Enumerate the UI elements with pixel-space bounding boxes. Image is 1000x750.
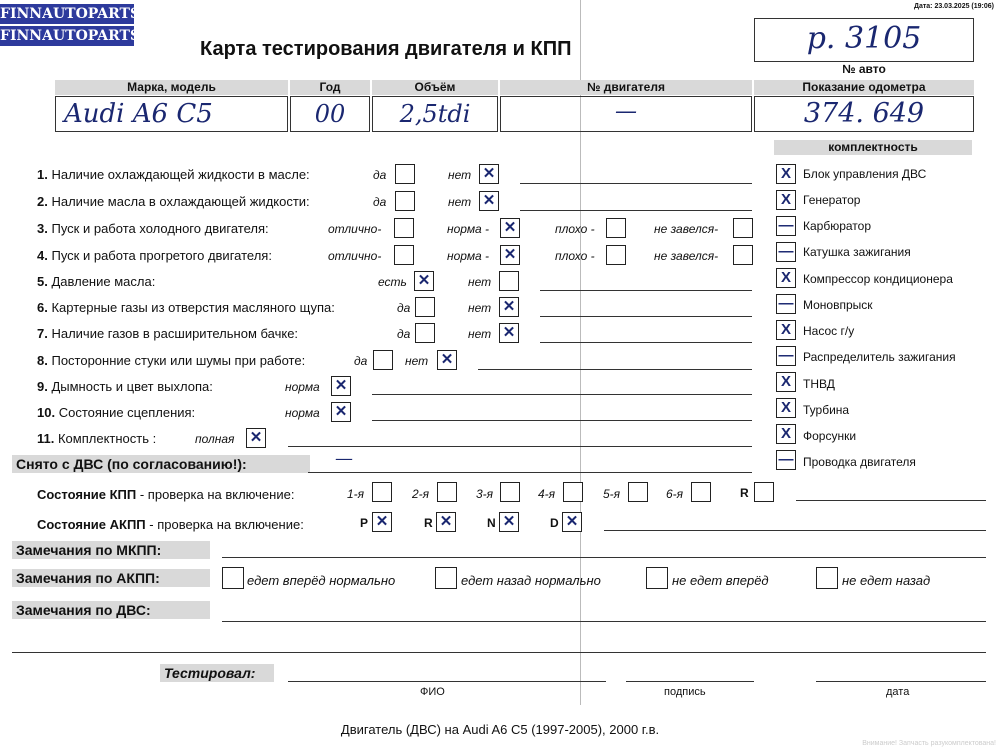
question-3	[37, 221, 269, 236]
gear-label: P	[360, 516, 369, 530]
kit-checkbox[interactable]: X	[776, 372, 796, 392]
engine-no-cell	[500, 96, 752, 132]
removed-value: —	[335, 448, 353, 469]
checkbox[interactable]	[395, 191, 415, 211]
checkbox[interactable]	[733, 218, 753, 238]
gear-label: 6-я	[666, 487, 684, 501]
kit-checkbox[interactable]: —	[776, 450, 796, 470]
kit-item-label: Генератор	[803, 193, 861, 207]
question-11	[37, 431, 156, 446]
checkbox-checked[interactable]: ✕	[437, 350, 457, 370]
kit-item-label: Катушка зажигания	[803, 245, 911, 259]
question-text: Пуск и работа прогретого двигателя:	[51, 248, 272, 263]
odometer-label: Показание одометра	[754, 80, 974, 95]
col-model: Марка, модель	[55, 80, 288, 95]
option-label: не завелся-	[654, 222, 719, 236]
answer-line	[478, 369, 752, 370]
gear-label: 4-я	[538, 487, 556, 501]
option-label: норма -	[447, 222, 490, 236]
option-label: плохо -	[555, 222, 595, 236]
kit-item-label: Турбина	[803, 403, 850, 417]
option-label: отлично-	[328, 249, 382, 263]
checkbox-checked[interactable]: ✕	[372, 512, 392, 532]
kpp-label-bold: Состояние КПП	[37, 487, 137, 502]
option-label: нет	[448, 168, 472, 182]
auto-number-label: № авто	[842, 62, 886, 76]
kit-header: комплектность	[774, 140, 972, 155]
year-cell	[290, 96, 370, 132]
answer-line	[540, 316, 752, 317]
auto-number-box	[754, 18, 974, 62]
volume-value: 2,5tdi	[399, 100, 471, 128]
gear-label: 2-я	[412, 487, 430, 501]
kit-checkbox[interactable]: X	[776, 424, 796, 444]
option-label: да	[373, 195, 387, 209]
checkbox-checked[interactable]: ✕	[331, 402, 351, 422]
answer-line	[222, 557, 986, 558]
answer-line	[372, 394, 752, 395]
kit-item-label: Форсунки	[803, 429, 857, 443]
question-number: 10.	[37, 405, 56, 420]
answer-line	[540, 342, 752, 343]
answer-line	[288, 446, 752, 447]
kit-checkbox[interactable]: —	[776, 216, 796, 236]
kit-item-label: Блок управления ДВС	[803, 167, 927, 181]
checkbox[interactable]	[394, 218, 414, 238]
option-label: не едет вперёд	[672, 573, 769, 588]
checkbox[interactable]	[437, 482, 457, 502]
year-value: 00	[314, 100, 346, 128]
checkbox[interactable]	[415, 323, 435, 343]
gear-label: 3-я	[476, 487, 494, 501]
checkbox[interactable]	[499, 271, 519, 291]
checkbox[interactable]	[606, 245, 626, 265]
question-number: 7.	[37, 326, 48, 341]
akpp-label	[37, 517, 304, 532]
logo: FINNAUTOPARTS	[0, 6, 141, 22]
checkbox[interactable]	[372, 482, 392, 502]
gear-label: R	[424, 516, 433, 530]
question-text: Давление масла:	[51, 274, 156, 289]
signature-label: подпись	[664, 686, 706, 698]
kit-checkbox[interactable]: —	[776, 294, 796, 314]
kpp-label-rest: - проверка на включение:	[136, 487, 295, 502]
kit-checkbox[interactable]: X	[776, 398, 796, 418]
question-10	[37, 405, 195, 420]
answer-line	[12, 652, 986, 653]
akpp-label-bold: Состояние АКПП	[37, 517, 146, 532]
question-number: 6.	[37, 300, 48, 315]
auto-number-value: р. 3105	[806, 21, 922, 56]
option-label: да	[397, 327, 411, 341]
checkbox-checked[interactable]: ✕	[499, 512, 519, 532]
question-number: 2.	[37, 194, 48, 209]
option-label: есть	[378, 275, 407, 289]
checkbox[interactable]	[646, 567, 668, 589]
answer-line	[796, 500, 986, 501]
option-label: полная	[195, 432, 235, 446]
odometer-value: 374. 649	[803, 98, 925, 129]
watermark: Внимание! Запчасть разукомплектована!	[862, 740, 996, 747]
kit-checkbox[interactable]: X	[776, 164, 796, 184]
gear-label: D	[550, 516, 559, 530]
option-label: нет	[448, 195, 472, 209]
question-4	[37, 248, 272, 263]
question-number: 9.	[37, 379, 48, 394]
question-number: 11.	[37, 431, 55, 446]
question-number: 4.	[37, 248, 48, 263]
tested-label: Тестировал:	[160, 664, 274, 682]
caption: Двигатель (ДВС) на Audi A6 C5 (1997-2005), 2000 г.в.	[340, 722, 660, 737]
engine-no-value: —	[615, 99, 637, 124]
question-text: Картерные газы из отверстия масляного щупа:	[51, 300, 335, 315]
gear-label: R	[740, 486, 749, 500]
kit-item-label: Моновпрыск	[803, 298, 873, 312]
checkbox[interactable]	[563, 482, 583, 502]
kit-checkbox[interactable]: X	[776, 268, 796, 288]
option-label: отлично-	[328, 222, 382, 236]
question-number: 1.	[37, 167, 48, 182]
option-label: да	[354, 354, 368, 368]
date-stamp: Дата: 23.03.2025 (19:06)	[913, 3, 994, 10]
checkbox-checked[interactable]: ✕	[500, 245, 520, 265]
checkbox[interactable]	[373, 350, 393, 370]
answer-line	[222, 621, 986, 622]
checkbox-checked[interactable]: ✕	[414, 271, 434, 291]
gear-label: 5-я	[603, 487, 621, 501]
model-cell	[55, 96, 288, 132]
question-2	[37, 194, 310, 209]
checkbox[interactable]	[733, 245, 753, 265]
checkbox-checked[interactable]: ✕	[499, 323, 519, 343]
question-text: Наличие газов в расширительном бачке:	[51, 326, 299, 341]
option-label: плохо -	[555, 249, 595, 263]
question-text: Посторонние стуки или шумы при работе:	[51, 353, 306, 368]
question-text: Наличие масла в охлаждающей жидкости:	[51, 194, 310, 209]
signature-line	[288, 681, 606, 682]
checkbox[interactable]	[395, 164, 415, 184]
col-volume: Объём	[372, 80, 498, 95]
answer-line	[308, 472, 752, 473]
kit-item-label: Распределитель зажигания	[803, 350, 956, 364]
checkbox-checked[interactable]: ✕	[436, 512, 456, 532]
option-label: едет назад нормально	[461, 573, 601, 588]
model-value: Audi A6 C5	[64, 99, 213, 129]
kit-item-label: Карбюратор	[803, 219, 872, 233]
checkbox[interactable]	[500, 482, 520, 502]
question-text: Состояние сцепления:	[58, 405, 196, 420]
checkbox-checked[interactable]: ✕	[562, 512, 582, 532]
page-title: Карта тестирования двигателя и КПП	[200, 38, 572, 60]
col-year: Год	[290, 80, 370, 95]
kit-checkbox[interactable]: X	[776, 190, 796, 210]
option-label: нет	[468, 327, 492, 341]
signature-line	[626, 681, 754, 682]
answer-line	[372, 420, 752, 421]
option-label: норма -	[447, 249, 490, 263]
remarks-mkpp-label: Замечания по МКПП:	[12, 541, 210, 559]
option-label: нет	[468, 275, 492, 289]
checkbox[interactable]	[628, 482, 648, 502]
question-7	[37, 326, 298, 341]
question-number: 3.	[37, 221, 48, 236]
signature-line	[816, 681, 986, 682]
col-engine-no: № двигателя	[500, 80, 752, 95]
odometer-box	[754, 96, 974, 132]
option-label: норма	[285, 406, 320, 420]
option-label: да	[397, 301, 411, 315]
kit-checkbox[interactable]: —	[776, 346, 796, 366]
checkbox[interactable]	[394, 245, 414, 265]
question-number: 8.	[37, 353, 48, 368]
gear-label: 1-я	[347, 487, 365, 501]
volume-cell	[372, 96, 498, 132]
option-label: не едет назад	[842, 573, 931, 588]
removed-label: Снято с ДВС (по согласованию!):	[12, 455, 310, 473]
checkbox[interactable]	[606, 218, 626, 238]
option-label: нет	[405, 354, 429, 368]
question-6	[37, 300, 335, 315]
option-label: едет вперёд нормально	[247, 573, 396, 588]
checkbox-checked[interactable]: ✕	[246, 428, 266, 448]
checkbox[interactable]	[415, 297, 435, 317]
kit-item-label: Компрессор кондиционера	[803, 272, 953, 286]
checkbox[interactable]	[222, 567, 244, 589]
question-9	[37, 379, 213, 394]
checkbox-checked[interactable]: ✕	[499, 297, 519, 317]
logo: FINNAUTOPARTS	[0, 28, 141, 44]
answer-line	[520, 210, 752, 211]
checkbox-checked[interactable]: ✕	[479, 164, 499, 184]
checkbox[interactable]	[435, 567, 457, 589]
question-text: Наличие охлаждающей жидкости в масле:	[51, 167, 310, 182]
option-label: да	[373, 168, 387, 182]
question-number: 5.	[37, 274, 48, 289]
question-text: Дымность и цвет выхлопа:	[51, 379, 213, 394]
question-text: Комплектность :	[57, 431, 157, 446]
gear-label: N	[487, 516, 496, 530]
fio-label: ФИО	[420, 686, 445, 698]
checkbox[interactable]	[816, 567, 838, 589]
answer-line	[520, 183, 752, 184]
checkbox-checked[interactable]: ✕	[500, 218, 520, 238]
option-label: норма	[285, 380, 320, 394]
answer-line	[604, 530, 986, 531]
kit-checkbox[interactable]: X	[776, 320, 796, 340]
option-label: не завелся-	[654, 249, 719, 263]
checkbox-checked[interactable]: ✕	[479, 191, 499, 211]
kit-item-label: ТНВД	[803, 377, 835, 391]
remarks-dvs-label: Замечания по ДВС:	[12, 601, 210, 619]
checkbox[interactable]	[691, 482, 711, 502]
kpp-label	[37, 487, 294, 502]
question-text: Пуск и работа холодного двигателя:	[51, 221, 269, 236]
kit-item-label: Насос г/у	[803, 324, 855, 338]
checkbox-checked[interactable]: ✕	[331, 376, 351, 396]
remarks-akpp-label: Замечания по АКПП:	[12, 569, 210, 587]
answer-line	[540, 290, 752, 291]
question-8	[37, 353, 305, 368]
akpp-label-rest: - проверка на включение:	[145, 517, 304, 532]
kit-item-label: Проводка двигателя	[803, 455, 916, 469]
checkbox[interactable]	[754, 482, 774, 502]
question-1	[37, 167, 310, 182]
question-5	[37, 274, 155, 289]
date-label: дата	[886, 686, 910, 698]
option-label: нет	[468, 301, 492, 315]
kit-checkbox[interactable]: —	[776, 242, 796, 262]
